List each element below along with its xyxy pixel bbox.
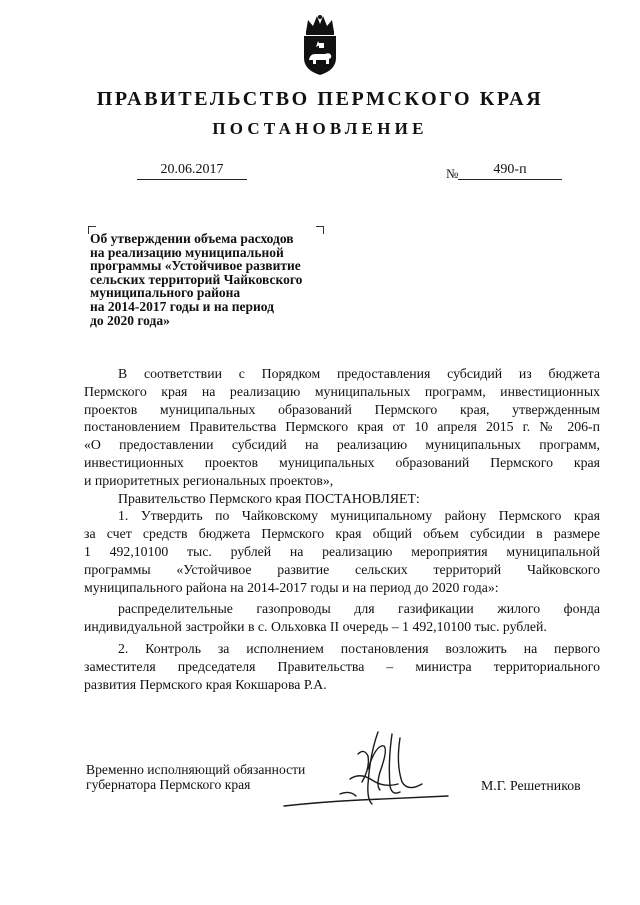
body-line: 1. Утвердить по Чайковскому муниципальному району Пермского края [118,508,600,524]
body-line: развития Пермского края Кокшарова Р.А. [84,676,327,692]
signatory-position-line: губернатора Пермского края [86,777,251,792]
body-line: за счет средств бюджета Пермского края общий объем субсидии в размере [84,526,600,542]
signatory-name: М.Г. Решетников [481,778,581,793]
body-line: 1 492,10100 тыс. рублей на реализацию мероприятия муниципальной [84,543,600,559]
paragraph-item-1 [84,507,600,596]
subject-line: Об утверждении объема расходов [90,231,294,246]
document-number: 490-п [458,162,562,180]
subject-line: до 2020 года» [90,312,170,328]
subject-line: сельских территорий Чайковского [90,271,303,287]
subject-line: на реализацию муниципальной [90,244,284,260]
body-line: индивидуальной застройки в с. Ольховка II очередь – 1 492,10100 тыс. рублей. [84,619,547,635]
body-line: В соответствии с Порядком предоставления субсидий из бюджета [118,366,600,381]
paragraph-resolves [84,490,600,508]
coat-of-arms-emblem [298,14,342,76]
subject-line: программы «Устойчивое развитие [90,258,301,274]
number-sign: № [446,166,459,181]
document-date: 20.06.2017 [137,162,247,180]
document-body [84,365,600,693]
body-line: муниципального района на 2014-2017 годы и на период до 2020 года»: [84,579,499,595]
body-line: программы «Устойчивое развитие сельских территорий Чайковского [84,561,600,577]
body-line: распределительные газопроводы для газификации жилого фонда [118,601,600,617]
body-line: Правительство Пермского края ПОСТАНОВЛЯЕТ: [118,490,420,506]
paragraph-item-2 [84,640,600,693]
body-line: Пермского края на реализацию муниципальных программ, инвестиционных [84,383,600,399]
government-title: ПРАВИТЕЛЬСТВО ПЕРМСКОГО КРАЯ [96,88,544,110]
subject-line: на 2014-2017 годы и на период [90,298,274,314]
body-line: инвестиционных проектов муниципальных образований Пермского края [84,454,600,470]
body-line: 2. Контроль за исполнением постановления возложить на первого [118,640,600,656]
handwritten-signature [280,724,455,814]
body-line: постановлением Правительства Пермского края от 10 апреля 2015 г. № 206-п [84,419,600,435]
document-type-title: ПОСТАНОВЛЕНИЕ [212,119,428,138]
body-line: заместителя председателя Правительства – министра территориального [84,658,600,674]
signatory-position-line: Временно исполняющий обязанности [86,762,306,777]
body-line: проектов муниципальных образований Пермского края, утвержденным [84,401,600,417]
paragraph-basis [84,365,600,490]
body-line: и приоритетных региональных проектов», [84,472,334,488]
subject-line: муниципального района [90,285,241,301]
document-subject [90,232,340,327]
body-line: «О предоставлении субсидий на реализацию муниципальных программ, [84,437,600,453]
paragraph-gas-pipelines [84,600,600,636]
signatory-position [86,762,305,792]
